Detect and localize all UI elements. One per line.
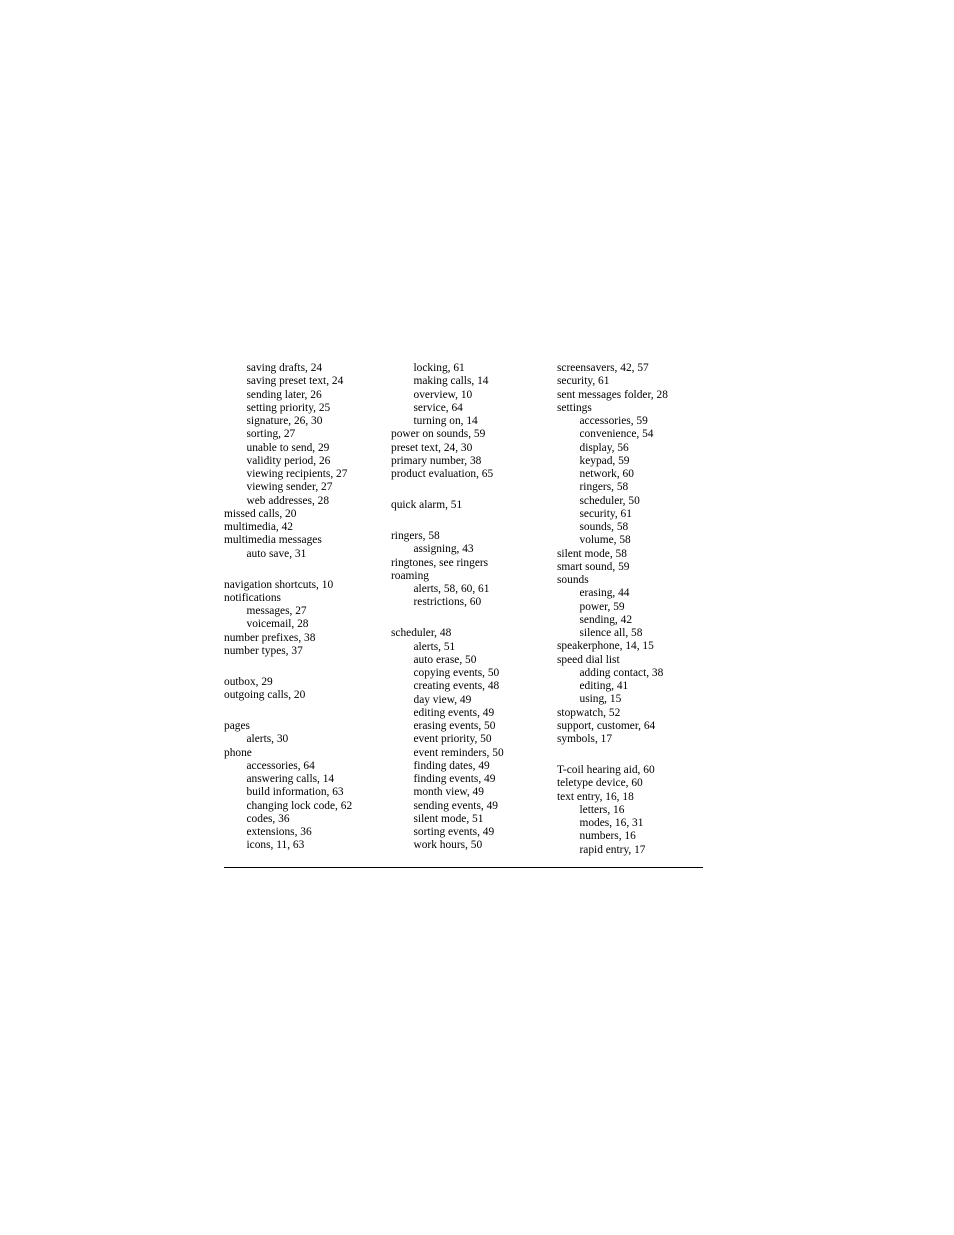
index-entry: number types, 37 xyxy=(224,644,303,657)
index-subentry: using, 15 xyxy=(579,693,622,706)
index-group-gap xyxy=(224,702,384,720)
index-entry: primary number, 38 xyxy=(391,454,482,467)
index-subentry: modes, 16, 31 xyxy=(579,817,644,829)
index-subentry: alerts, 30 xyxy=(246,733,289,746)
index-entry: phone xyxy=(224,746,252,759)
index-subentry: saving preset text, 24 xyxy=(246,375,344,388)
index-subentry: making calls, 14 xyxy=(413,375,489,388)
index-subentry: finding dates, 49 xyxy=(413,759,490,772)
index-column-3 xyxy=(557,362,707,857)
index-entry: symbols, 17 xyxy=(557,733,613,745)
index-entry: quick alarm, 51 xyxy=(391,499,463,511)
index-subentry: messages, 27 xyxy=(246,605,307,617)
index-subentry: auto save, 31 xyxy=(246,547,307,560)
index-subentry: adding contact, 38 xyxy=(579,666,664,679)
index-subentry: copying events, 50 xyxy=(413,667,500,679)
index-entry: preset text, 24, 30 xyxy=(391,441,473,454)
index-entry: T-coil hearing aid, 60 xyxy=(557,764,655,776)
index-entry: ringtones, see ringers xyxy=(391,556,489,569)
index-group-gap xyxy=(224,658,384,676)
index-entry: speakerphone, 14, 15 xyxy=(557,640,654,653)
index-subentry: sending later, 26 xyxy=(246,388,322,401)
index-subentry: work hours, 50 xyxy=(413,839,483,852)
index-subentry: answering calls, 14 xyxy=(246,773,335,785)
index-subentry: ringers, 58 xyxy=(579,481,629,494)
index-subentry: erasing, 44 xyxy=(579,587,630,600)
index-entry: security, 61 xyxy=(557,375,610,388)
index-subentry: viewing recipients, 27 xyxy=(246,468,348,480)
index-group-gap xyxy=(391,481,551,499)
index-subentry: day view, 49 xyxy=(413,693,472,706)
index-column-1 xyxy=(224,362,384,853)
index-entry: ringers, 58 xyxy=(391,530,440,542)
index-subentry: build information, 63 xyxy=(246,786,344,799)
index-subentry: signature, 26, 30 xyxy=(246,415,323,427)
index-subentry: auto erase, 50 xyxy=(413,653,477,666)
index-group-gap xyxy=(391,512,551,530)
index-subentry: turning on, 14 xyxy=(413,415,478,427)
index-subentry: setting priority, 25 xyxy=(246,401,331,414)
index-subentry: web addresses, 28 xyxy=(246,494,330,507)
index-entry: stopwatch, 52 xyxy=(557,706,621,719)
index-group-gap xyxy=(557,746,707,764)
index-entry: notifications xyxy=(224,591,281,604)
index-subentry: rapid entry, 17 xyxy=(579,843,646,856)
index-entry: missed calls, 20 xyxy=(224,507,297,520)
index-subentry: creating events, 48 xyxy=(413,680,500,693)
index-entry: outbox, 29 xyxy=(224,675,273,688)
index-subentry: finding events, 49 xyxy=(413,773,496,785)
index-subentry: month view, 49 xyxy=(413,786,484,799)
index-subentry: restrictions, 60 xyxy=(413,596,482,609)
index-subentry: unable to send, 29 xyxy=(246,441,330,454)
index-entry: settings xyxy=(557,401,592,414)
index-entry: product evaluation, 65 xyxy=(391,468,494,480)
footer-rule xyxy=(224,867,703,868)
index-subentry: alerts, 51 xyxy=(413,640,456,653)
index-subentry: sounds, 58 xyxy=(579,521,629,533)
index-subentry: scheduler, 50 xyxy=(579,494,640,507)
index-subentry: overview, 10 xyxy=(413,388,473,401)
index-subentry: extensions, 36 xyxy=(246,826,312,838)
index-subentry: alerts, 58, 60, 61 xyxy=(413,583,490,595)
index-entry: roaming xyxy=(391,569,429,582)
index-entry: navigation shortcuts, 10 xyxy=(224,578,334,591)
index-subentry: saving drafts, 24 xyxy=(246,362,323,374)
index-subentry: icons, 11, 63 xyxy=(246,839,305,852)
index-subentry: locking, 61 xyxy=(413,362,465,374)
index-subentry: event reminders, 50 xyxy=(413,746,504,759)
index-entry: outgoing calls, 20 xyxy=(224,689,306,701)
index-column-2 xyxy=(391,362,551,853)
index-subentry: sending events, 49 xyxy=(413,799,498,812)
index-entry: teletype device, 60 xyxy=(557,777,643,790)
index-group-gap xyxy=(391,610,551,628)
index-entry: sent messages folder, 28 xyxy=(557,388,668,401)
index-subentry: event priority, 50 xyxy=(413,733,492,746)
index-entry: multimedia, 42 xyxy=(224,521,293,533)
index-subentry: convenience, 54 xyxy=(579,428,654,441)
index-subentry: assigning, 43 xyxy=(413,543,474,556)
index-subentry: accessories, 64 xyxy=(246,759,315,772)
index-subentry: viewing sender, 27 xyxy=(246,481,333,494)
index-subentry: sorting, 27 xyxy=(246,428,296,441)
index-entry: text entry, 16, 18 xyxy=(557,790,634,803)
index-subentry: network, 60 xyxy=(579,468,634,480)
index-subentry: sorting events, 49 xyxy=(413,826,495,838)
index-subentry: volume, 58 xyxy=(579,534,631,547)
index-subentry: letters, 16 xyxy=(579,803,625,816)
index-subentry: changing lock code, 62 xyxy=(246,799,353,812)
index-entry: sounds xyxy=(557,574,589,586)
index-entry: screensavers, 42, 57 xyxy=(557,362,649,374)
index-subentry: silence all, 58 xyxy=(579,627,643,639)
index-subentry: numbers, 16 xyxy=(579,830,636,843)
index-entry: speed dial list xyxy=(557,653,620,666)
index-subentry: sending, 42 xyxy=(579,613,633,626)
index-subentry: editing events, 49 xyxy=(413,706,495,719)
index-entry: silent mode, 58 xyxy=(557,547,627,560)
index-subentry: keypad, 59 xyxy=(579,454,630,467)
index-subentry: accessories, 59 xyxy=(579,415,648,427)
index-entry: pages xyxy=(224,720,250,732)
index-entry: power on sounds, 59 xyxy=(391,428,486,441)
index-subentry: editing, 41 xyxy=(579,680,629,692)
index-entry: smart sound, 59 xyxy=(557,560,630,573)
index-subentry: service, 64 xyxy=(413,401,463,414)
index-entry: scheduler, 48 xyxy=(391,627,452,640)
index-subentry: power, 59 xyxy=(579,600,625,613)
index-group-gap xyxy=(224,561,384,579)
index-subentry: security, 61 xyxy=(579,507,632,520)
index-subentry: erasing events, 50 xyxy=(413,720,496,732)
index-entry: multimedia messages xyxy=(224,534,322,547)
index-subentry: display, 56 xyxy=(579,441,629,454)
index-subentry: voicemail, 28 xyxy=(246,618,309,631)
index-subentry: silent mode, 51 xyxy=(413,812,484,825)
index-subentry: validity period, 26 xyxy=(246,454,331,467)
index-entry: support, customer, 64 xyxy=(557,719,656,732)
index-subentry: codes, 36 xyxy=(246,812,290,825)
index-entry: number prefixes, 38 xyxy=(224,631,316,644)
